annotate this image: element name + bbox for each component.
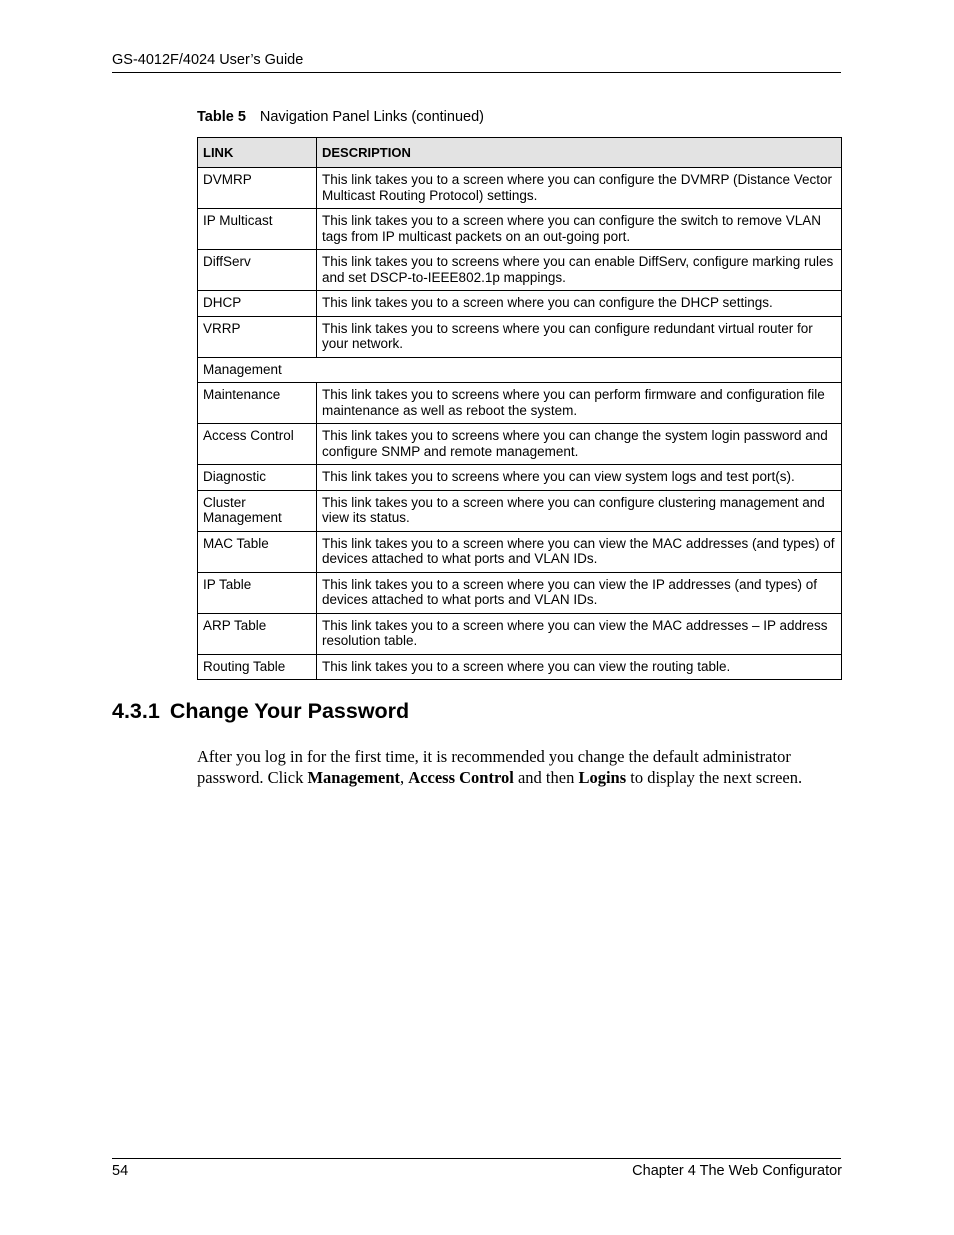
link-cell: Routing Table (198, 654, 317, 680)
table-row (198, 424, 842, 465)
description-cell: This link takes you to a screen where you can view the IP addresses (and types) of devices attached to what ports and VLAN IDs. (317, 572, 842, 613)
chapter-title: Chapter 4 The Web Configurator (632, 1163, 842, 1179)
table-row (198, 613, 842, 654)
menu-ref-management: Management (307, 768, 401, 787)
table-row (198, 291, 842, 317)
description-cell: This link takes you to screens where you can view system logs and test port(s). (317, 465, 842, 491)
table-row (198, 654, 842, 680)
table-row (198, 250, 842, 291)
paragraph-text: to display the next screen. (626, 768, 803, 787)
link-cell: MAC Table (198, 531, 317, 572)
page-header (112, 52, 841, 73)
menu-ref-logins: Logins (578, 768, 627, 787)
table-row (198, 168, 842, 209)
section-title: Change Your Password (169, 699, 410, 723)
table-row (198, 383, 842, 424)
page-footer (112, 1158, 841, 1185)
description-cell: This link takes you to a screen where you can configure clustering management and view its status. (317, 490, 842, 531)
link-cell: IP Multicast (198, 209, 317, 250)
link-cell: DiffServ (198, 250, 317, 291)
table-row (198, 531, 842, 572)
paragraph-text: After you log in for the first time, it is recommended you change the default administrator password. Click (197, 747, 791, 787)
table-row (198, 316, 842, 357)
link-cell: Access Control (198, 424, 317, 465)
link-cell: VRRP (198, 316, 317, 357)
menu-ref-access-control: Access Control (408, 768, 514, 787)
table-caption (197, 108, 484, 126)
page-number: 54 (112, 1163, 129, 1179)
table-row (198, 209, 842, 250)
description-cell: This link takes you to a screen where you can view the MAC addresses – IP address resolution table. (317, 613, 842, 654)
description-cell: This link takes you to screens where you can configure redundant virtual router for your network. (317, 316, 842, 357)
column-header-description: DESCRIPTION (317, 138, 842, 168)
table-section-row (198, 357, 842, 383)
column-header-link: LINK (198, 138, 317, 168)
description-cell: This link takes you to a screen where you can view the MAC addresses (and types) of devices attached to what ports and VLAN IDs. (317, 531, 842, 572)
link-cell: Cluster Management (198, 490, 317, 531)
link-cell: Maintenance (198, 383, 317, 424)
description-cell: This link takes you to screens where you can enable DiffServ, configure marking rules and set DSCP-to-IEEE802.1p mappings. (317, 250, 842, 291)
table-header-row (198, 138, 842, 168)
paragraph-text: , (400, 768, 409, 787)
navigation-links-table (197, 137, 842, 680)
table-row (198, 465, 842, 491)
link-cell: Diagnostic (198, 465, 317, 491)
link-cell: ARP Table (198, 613, 317, 654)
table-number: Table 5 (197, 109, 246, 125)
description-cell: This link takes you to a screen where you can configure the DHCP settings. (317, 291, 842, 317)
body-paragraph (197, 746, 847, 788)
link-cell: IP Table (198, 572, 317, 613)
section-label-cell: Management (198, 357, 842, 383)
link-cell: DVMRP (198, 168, 317, 209)
description-cell: This link takes you to screens where you can perform firmware and configuration file maintenance as well as reboot the system. (317, 383, 842, 424)
section-number: 4.3.1 (112, 699, 160, 723)
table-row (198, 572, 842, 613)
paragraph-text: and then (513, 768, 579, 787)
table-row (198, 490, 842, 531)
document-title: GS-4012F/4024 User’s Guide (112, 52, 304, 68)
table-body (198, 168, 842, 680)
description-cell: This link takes you to a screen where you can configure the switch to remove VLAN tags from IP multicast packets on an out-going port. (317, 209, 842, 250)
description-cell: This link takes you to a screen where you can view the routing table. (317, 654, 842, 680)
description-cell: This link takes you to a screen where you can configure the DVMRP (Distance Vector Multicast Routing Protocol) settings. (317, 168, 842, 209)
link-cell: DHCP (198, 291, 317, 317)
section-heading (112, 698, 409, 724)
description-cell: This link takes you to screens where you can change the system login password and configure SNMP and remote management. (317, 424, 842, 465)
table-title: Navigation Panel Links (continued) (259, 109, 484, 125)
